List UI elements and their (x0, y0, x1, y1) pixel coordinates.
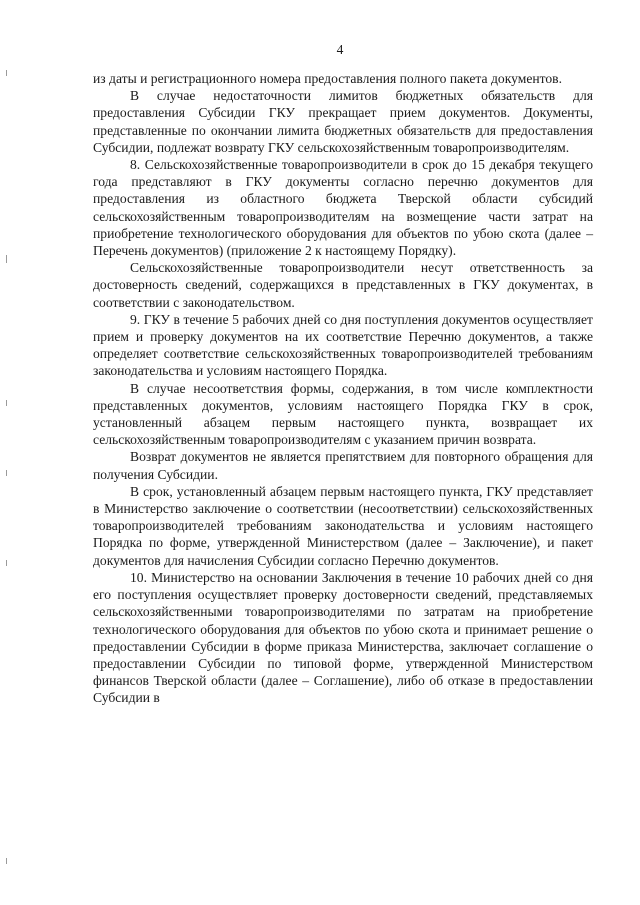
scan-margin-mark (6, 470, 7, 476)
scan-margin-mark (6, 255, 7, 263)
scan-margin-mark (6, 858, 7, 864)
scan-margin-mark (6, 400, 7, 406)
scan-margin-mark (6, 70, 7, 76)
paragraph: Возврат документов не является препятствием для повторного обращения для получения Субсидии. (93, 449, 593, 482)
paragraph: Сельскохозяйственные товаропроизводители несут ответственность за достоверность сведений, содержащихся в представленных в ГКУ документах, в соответствии с законодательством. (93, 260, 593, 310)
paragraph: 9. ГКУ в течение 5 рабочих дней со дня поступления документов осуществляет прием и проверку документов на их соответствие Перечню документов, а также определяет соответствие сельскохозяйственных товаропроизводителей требованиям законодательства и условиям настоящего Порядка. (93, 311, 593, 379)
paragraph: из даты и регистрационного номера предоставления полного пакета документов. (93, 71, 563, 86)
document-body (93, 70, 593, 707)
paragraph: В случае недостаточности лимитов бюджетных обязательств для предоставления Субсидии ГКУ прекращает прием документов. Документы, представленные по окончании лимита бюджетных обязательств для предоставления Субсидии, подлежат возврату ГКУ сельскохозяйственным товаропроизводителям. (93, 88, 593, 155)
paragraph: В случае несоответствия формы, содержания, в том числе комплектности представленных документов, условиям настоящего Порядка ГКУ в срок, установленный абзацем первым настоящего пункта, возвращает их сельскохозяйственным товаропроизводителям с указанием причин возврата. (93, 380, 593, 448)
paragraph: 8. Сельскохозяйственные товаропроизводители в срок до 15 декабря текущего года представляют в ГКУ документы согласно перечню документов для предоставления из областного бюджета Тверской области субсидий сельскохозяйственным товаропроизводителям на возмещение части затрат на приобретение технологического оборудования для объектов по убою скота (далее – Перечень документов) (приложение 2 к настоящему Порядку). (93, 157, 593, 259)
scan-margin-mark (6, 560, 7, 566)
paragraph: В срок, установленный абзацем первым настоящего пункта, ГКУ представляет в Министерство заключение о соответствии (несоответствии) сельскохозяйственных товаропроизводителей требованиям законодательства и условиям настоящего Порядка по форме, утвержденной Министерством (далее – Заключение), и пакет документов для начисления Субсидии согласно Перечню документов. (93, 483, 593, 568)
page-number: 4 (336, 42, 344, 57)
paragraph: 10. Министерство на основании Заключения в течение 10 рабочих дней со дня его поступления осуществляет проверку достоверности сведений, представляемых сельскохозяйственными товаропроизводителями по затратам на приобретение технологического оборудования для объектов по убою скота и принимает решение о предоставлении Субсидии в форме приказа Министерства, заключает соглашение о предоставлении Субсидии по типовой форме, утвержденной Министерством финансов Тверской области (далее – Соглашение), либо об отказе в предоставлении Субсидии в (93, 569, 593, 706)
